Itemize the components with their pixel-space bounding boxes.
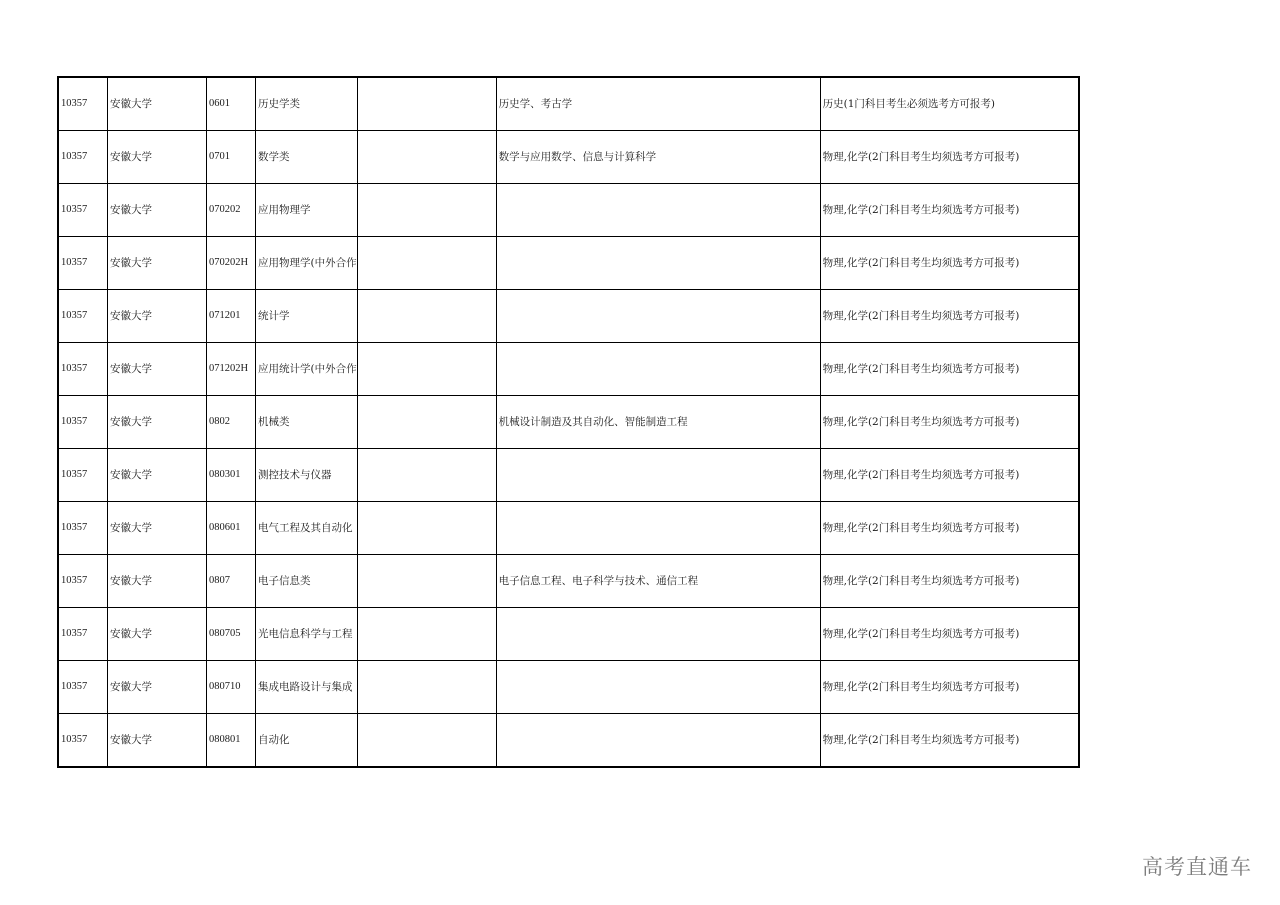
blank-cell <box>357 661 496 714</box>
blank-cell <box>357 396 496 449</box>
school-code-cell: 10357 <box>58 290 108 343</box>
subject-requirement-cell: 物理,化学(2门科目考生均须选考方可报考) <box>820 555 1079 608</box>
subject-requirement-cell: 物理,化学(2门科目考生均须选考方可报考) <box>820 502 1079 555</box>
major-name-cell: 应用统计学(中外合作 <box>256 343 358 396</box>
school-code-cell: 10357 <box>58 608 108 661</box>
included-majors-cell <box>496 449 820 502</box>
major-code-cell: 0802 <box>207 396 256 449</box>
table-row <box>58 608 1079 661</box>
blank-cell <box>357 290 496 343</box>
subject-requirement-cell: 物理,化学(2门科目考生均须选考方可报考) <box>820 237 1079 290</box>
major-code-cell: 071201 <box>207 290 256 343</box>
school-code-cell: 10357 <box>58 131 108 184</box>
school-name-cell: 安徽大学 <box>108 343 207 396</box>
included-majors-cell: 历史学、考古学 <box>496 77 820 131</box>
included-majors-cell <box>496 502 820 555</box>
school-name-cell: 安徽大学 <box>108 661 207 714</box>
major-code-cell: 0601 <box>207 77 256 131</box>
included-majors-cell: 电子信息工程、电子科学与技术、通信工程 <box>496 555 820 608</box>
included-majors-cell <box>496 608 820 661</box>
blank-cell <box>357 449 496 502</box>
major-name-cell: 应用物理学(中外合作 <box>256 237 358 290</box>
school-code-cell: 10357 <box>58 661 108 714</box>
major-code-cell: 070202H <box>207 237 256 290</box>
blank-cell <box>357 714 496 768</box>
blank-cell <box>357 502 496 555</box>
major-name-cell: 电子信息类 <box>256 555 358 608</box>
blank-cell <box>357 77 496 131</box>
major-code-cell: 080710 <box>207 661 256 714</box>
school-code-cell: 10357 <box>58 555 108 608</box>
school-name-cell: 安徽大学 <box>108 449 207 502</box>
major-code-cell: 080801 <box>207 714 256 768</box>
table-row <box>58 184 1079 237</box>
subject-requirement-cell: 物理,化学(2门科目考生均须选考方可报考) <box>820 290 1079 343</box>
table-row <box>58 290 1079 343</box>
included-majors-cell <box>496 343 820 396</box>
major-name-cell: 应用物理学 <box>256 184 358 237</box>
school-name-cell: 安徽大学 <box>108 555 207 608</box>
included-majors-cell: 机械设计制造及其自动化、智能制造工程 <box>496 396 820 449</box>
school-code-cell: 10357 <box>58 237 108 290</box>
subject-requirement-cell: 历史(1门科目考生必须选考方可报考) <box>820 77 1079 131</box>
school-name-cell: 安徽大学 <box>108 77 207 131</box>
major-code-cell: 080601 <box>207 502 256 555</box>
table-row <box>58 131 1079 184</box>
table-row <box>58 555 1079 608</box>
subject-requirement-cell: 物理,化学(2门科目考生均须选考方可报考) <box>820 714 1079 768</box>
school-name-cell: 安徽大学 <box>108 290 207 343</box>
included-majors-cell <box>496 290 820 343</box>
school-code-cell: 10357 <box>58 77 108 131</box>
blank-cell <box>357 343 496 396</box>
table-row <box>58 343 1079 396</box>
blank-cell <box>357 555 496 608</box>
table-row <box>58 77 1079 131</box>
subject-requirement-cell: 物理,化学(2门科目考生均须选考方可报考) <box>820 449 1079 502</box>
school-code-cell: 10357 <box>58 449 108 502</box>
blank-cell <box>357 608 496 661</box>
included-majors-cell <box>496 237 820 290</box>
subject-requirement-cell: 物理,化学(2门科目考生均须选考方可报考) <box>820 131 1079 184</box>
school-name-cell: 安徽大学 <box>108 502 207 555</box>
major-code-cell: 0701 <box>207 131 256 184</box>
major-name-cell: 光电信息科学与工程 <box>256 608 358 661</box>
table-row <box>58 396 1079 449</box>
table-body <box>58 77 1079 767</box>
school-name-cell: 安徽大学 <box>108 714 207 768</box>
subject-requirement-cell: 物理,化学(2门科目考生均须选考方可报考) <box>820 661 1079 714</box>
school-name-cell: 安徽大学 <box>108 131 207 184</box>
subject-requirement-cell: 物理,化学(2门科目考生均须选考方可报考) <box>820 343 1079 396</box>
table-row <box>58 714 1079 768</box>
school-code-cell: 10357 <box>58 343 108 396</box>
school-name-cell: 安徽大学 <box>108 608 207 661</box>
major-code-cell: 0807 <box>207 555 256 608</box>
major-name-cell: 历史学类 <box>256 77 358 131</box>
blank-cell <box>357 131 496 184</box>
table-row <box>58 502 1079 555</box>
included-majors-cell <box>496 661 820 714</box>
blank-cell <box>357 237 496 290</box>
school-name-cell: 安徽大学 <box>108 237 207 290</box>
subject-requirement-cell: 物理,化学(2门科目考生均须选考方可报考) <box>820 396 1079 449</box>
major-code-cell: 071202H <box>207 343 256 396</box>
major-name-cell: 自动化 <box>256 714 358 768</box>
included-majors-cell <box>496 184 820 237</box>
included-majors-cell: 数学与应用数学、信息与计算科学 <box>496 131 820 184</box>
included-majors-cell <box>496 714 820 768</box>
watermark-text: 高考直通车 <box>1142 855 1252 879</box>
major-code-cell: 080301 <box>207 449 256 502</box>
table-row <box>58 237 1079 290</box>
blank-cell <box>357 184 496 237</box>
table-row <box>58 661 1079 714</box>
major-name-cell: 电气工程及其自动化 <box>256 502 358 555</box>
subject-requirement-cell: 物理,化学(2门科目考生均须选考方可报考) <box>820 608 1079 661</box>
school-code-cell: 10357 <box>58 396 108 449</box>
major-name-cell: 集成电路设计与集成 <box>256 661 358 714</box>
major-name-cell: 数学类 <box>256 131 358 184</box>
major-name-cell: 统计学 <box>256 290 358 343</box>
school-code-cell: 10357 <box>58 502 108 555</box>
major-name-cell: 机械类 <box>256 396 358 449</box>
major-code-cell: 080705 <box>207 608 256 661</box>
table-row <box>58 449 1079 502</box>
school-code-cell: 10357 <box>58 714 108 768</box>
major-name-cell: 测控技术与仪器 <box>256 449 358 502</box>
subject-requirement-cell: 物理,化学(2门科目考生均须选考方可报考) <box>820 184 1079 237</box>
majors-table <box>57 76 1080 768</box>
major-code-cell: 070202 <box>207 184 256 237</box>
school-code-cell: 10357 <box>58 184 108 237</box>
school-name-cell: 安徽大学 <box>108 396 207 449</box>
school-name-cell: 安徽大学 <box>108 184 207 237</box>
